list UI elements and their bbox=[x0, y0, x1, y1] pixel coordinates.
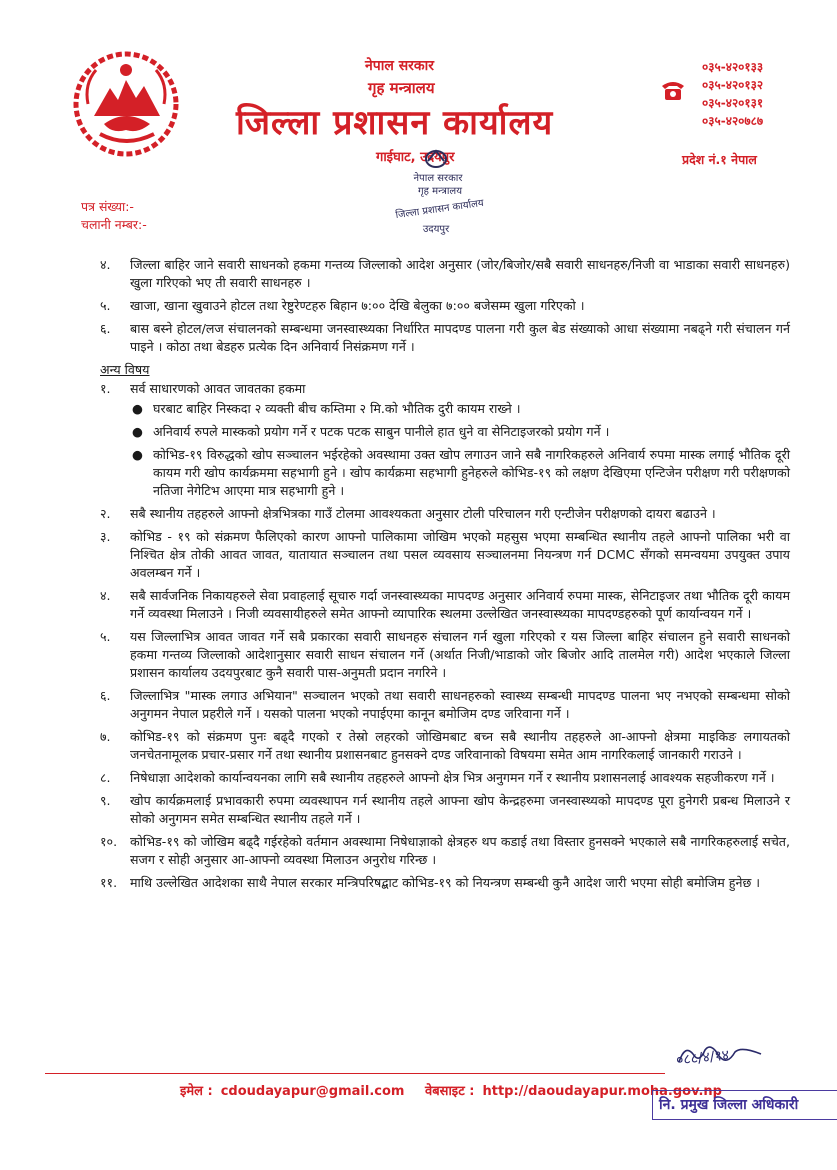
item-number: १. bbox=[100, 381, 111, 396]
office-name: जिल्ला प्रशासन कार्यालय bbox=[236, 103, 554, 143]
bullet-text: घरबाट बाहिर निस्कदा २ व्यक्ती बीच कम्तिमा २ मि.को भौतिक दुरी कायम राख्ने । bbox=[153, 401, 521, 416]
list-item bbox=[100, 587, 790, 623]
stamp-line: उदयपुर bbox=[422, 224, 450, 235]
bullet-icon: ● bbox=[132, 424, 143, 439]
list-item bbox=[100, 505, 790, 523]
list-item bbox=[100, 297, 790, 315]
nepal-emblem-icon bbox=[66, 44, 186, 164]
phone-number: ०३५-४२०१३२ bbox=[702, 78, 764, 92]
item-text: सर्व साधारणको आवत जावतका हकमा bbox=[130, 381, 306, 396]
item-text: खाजा, खाना खुवाउने होटल तथा रेष्टुरेण्टहरु बिहान ७:०० देखि बेलुका ७:०० बजेसम्म खुला गरिएको । bbox=[130, 298, 585, 313]
item-text: कोभिड-१९ को संक्रमण पुनः बढ्दै गएको र तेस्रो लहरको जोखिमबाट बच्न सबै स्थानीय तहहरुले आ-आफ्नो क्षेत्रमा माइकिङ लगायतको जनचेतनामूलक प्रचार-प्रसार गर्ने तथा स्थानीय प्रशासनबाट हुनसक्ने दण्ड जरिवानाको विषयमा समेत आम नागरिकलाई जानकारी गराउने । bbox=[130, 729, 790, 762]
telephone-icon bbox=[660, 78, 686, 102]
list-item bbox=[100, 320, 790, 356]
signature-date: ०८८/४/१४ bbox=[675, 1047, 730, 1069]
item-number: ८. bbox=[100, 770, 111, 785]
item-text: सबै स्थानीय तहहरुले आफ्नो क्षेत्रभित्रका गाउँ टोलमा आवश्यकता अनुसार टोली परिचालन गरी एन्टीजेन परीक्षणको दायरा बढाउने । bbox=[130, 506, 716, 521]
item-text: निषेधाज्ञा आदेशको कार्यान्वयनका लागि सबै स्थानीय तहहरुले आफ्नो क्षेत्र भित्र अनुगमन गर्ने र स्थानीय प्रशासनलाई आवश्यक सहजीकरण गर्ने । bbox=[130, 770, 775, 785]
bullet-item bbox=[128, 400, 790, 418]
province-label: प्रदेश नं.१ नेपाल bbox=[682, 152, 757, 167]
item-number: ४. bbox=[100, 257, 111, 272]
bullet-icon: ● bbox=[132, 401, 143, 416]
list-item bbox=[100, 792, 790, 828]
item-text: यस जिल्लाभित्र आवत जावत गर्ने सबै प्रकारका सवारी साधनहरु संचालन गर्न खुला गरिएको र यस जिल्ला बाहिर संचालन हुने सवारी साधनको हकमा गन्तव्य जिल्लाको आदेशानुसार सवारी साधन संचालन गर्ने (अर्थात निजी/भाडाको जोर बिजोर आदि तालमेल गरी) आदेश भएकाले जिल्ला प्रशासन कार्यालय उदयपुरबाट कुनै सवारी पास-अनुमती प्रदान नगरिने । bbox=[130, 629, 790, 680]
email-link[interactable]: cdoudayapur@gmail.com bbox=[220, 1084, 405, 1099]
bullet-list bbox=[100, 400, 790, 500]
stamp-line: गृह मन्त्रालय bbox=[417, 186, 463, 197]
office-stamp bbox=[384, 143, 492, 243]
office-address: गाईघाट, उदयपुर bbox=[376, 150, 455, 165]
item-text: कोभिड-१९ को जोखिम बढ्दै गईरहेको वर्तमान अवस्थामा निषेधाज्ञाको क्षेत्रहरु थप कडाई तथा विस्तार हुनसक्ने भएकाले सबै नागरिकहरुलाई सचेत, सजग र सोही अनुसार आ-आफ्नो व्यवस्था मिलाउन अनुरोध गरिन्छ । bbox=[130, 834, 790, 867]
list-item bbox=[100, 628, 790, 682]
item-text: जिल्ला बाहिर जाने सवारी साधनको हकमा गन्तव्य जिल्लाको आदेश अनुसार (जोर/बिजोर/सबै सवारी साधनहरु/निजी वा भाडाका सवारी साधनहरु) खुला गरिएको भए ती सवारी साधनहरु । bbox=[130, 257, 790, 290]
phone-number: ०३५-४२०१३१ bbox=[702, 96, 764, 110]
bullet-item bbox=[128, 446, 790, 500]
item-number: ३. bbox=[100, 529, 111, 544]
item-number: ६. bbox=[100, 321, 111, 336]
list-item bbox=[100, 380, 790, 398]
section-heading: अन्य विषय bbox=[100, 362, 150, 377]
bullet-text: अनिवार्य रुपले मास्कको प्रयोग गर्ने र पटक पटक साबुन पानीले हात धुने वा सेनिटाइजरको प्रयोग गर्ने । bbox=[153, 424, 610, 439]
bullet-item bbox=[128, 423, 790, 441]
item-number: ५. bbox=[100, 629, 111, 644]
item-text: कोभिड - १९ को संक्रमण फैलिएको कारण आफ्नो पालिकामा जोखिम भएको महसुस भएमा सम्बन्धित स्थानीय तहले आफ्नो पालिका भरी वा निश्चित क्षेत्र तोकी आवत जावत, यातायात सञ्चालन तथा पसल व्यवसाय सञ्चालनमा नियन्त्रण गर्न DCMC सँगको समन्वयमा उपयुक्त उपाय अवलम्बन गर्ने । bbox=[130, 529, 790, 580]
email-label: इमेल : bbox=[180, 1084, 213, 1099]
list-item bbox=[100, 256, 790, 292]
item-number: ५. bbox=[100, 298, 111, 313]
bullet-icon: ● bbox=[132, 447, 143, 462]
item-text: खोप कार्यक्रमलाई प्रभावकारी रुपमा व्यवस्थापन गर्न स्थानीय तहले आफ्ना खोप केन्द्रहरुमा जनस्वास्थ्यको मापदण्ड पूरा हुनेगरी प्रबन्ध मिलाउने र सोको अनुगमन समेत सम्बन्धित स्थानीय तहले गर्ने । bbox=[130, 793, 790, 826]
item-number: ११. bbox=[100, 875, 118, 890]
phone-numbers bbox=[702, 58, 763, 130]
item-number: १०. bbox=[100, 834, 118, 849]
bullet-text: कोभिड-१९ विरुद्धको खोप सञ्चालन भईरहेको अवस्थामा उक्त खोप लगाउन जाने सबै नागरिकहरुले अनिवार्य रुपमा मास्क लगाई भौतिक दूरी कायम गरी खोप कार्यक्रममा सहभागी हुने । खोप कार्यक्रमा सहभागी हुनेहरुले कोभिड-१९ को लक्षण देखिएमा एन्टिजेन परीक्षण गरी परीक्षणको नतिजा नेगेटिभ आएमा मात्र सहभागी हुने । bbox=[153, 447, 790, 498]
list-item bbox=[100, 769, 790, 787]
website-link[interactable]: http://daoudayapur.moha.gov.np bbox=[482, 1084, 722, 1099]
stamp-line: नेपाल सरकार bbox=[413, 173, 463, 184]
list-item bbox=[100, 528, 790, 582]
item-number: ४. bbox=[100, 588, 111, 603]
dispatch-number-label: चलानी नम्बर:- bbox=[81, 217, 147, 232]
item-number: २. bbox=[100, 506, 111, 521]
item-text: सबै सार्वजनिक निकायहरुले सेवा प्रवाहलाई सूचारु गर्दा जनस्वास्थ्यका मापदण्ड अनुसार अनिवार्य रुपमा मास्क, सेनिटाइजर तथा भौतिक दूरी कायम गर्ने व्यवस्था मिलाउने । निजी व्यवसायीहरुले समेत आफ्नो व्यापारिक स्थलमा उल्लेखित जनस्वास्थ्यका मापदण्डहरुको पूर्ण कार्यान्वयन गर्ने । bbox=[130, 588, 790, 621]
item-number: ६. bbox=[100, 688, 111, 703]
ministry-name: गृह मन्त्रालय bbox=[368, 79, 435, 97]
list-item bbox=[100, 687, 790, 723]
government-name: नेपाल सरकार bbox=[365, 58, 435, 74]
letter-number-label: पत्र संख्या:- bbox=[81, 199, 134, 214]
item-text: जिल्लाभित्र "मास्क लगाउ अभियान" सञ्चालन भएको तथा सवारी साधनहरुको स्वास्थ्य सम्बन्धी मापदण्ड पालना भए नभएको सम्बन्धमा सोको अनुगमन नेपाल प्रहरीले गर्ने । यसको पालना भएको नपाईएमा कानून बमोजिम दण्ड जरिवाना गर्ने । bbox=[130, 688, 790, 721]
list-item bbox=[100, 874, 790, 892]
phone-number: ०३५-४२०१३३ bbox=[702, 60, 764, 74]
item-text: बास बस्ने होटल/लज संचालनको सम्बन्धमा जनस्वास्थ्यका निर्धारित मापदण्ड पालना गरी कुल बेड संख्याको आधा संख्यामा नबढ्ने गरी संचालन गर्न पाइने । कोठा तथा बेडहरु प्रत्येक दिन अनिवार्य निसंक्रमण गर्ने । bbox=[130, 321, 790, 354]
item-number: ९. bbox=[100, 793, 111, 808]
footer-contact bbox=[180, 1081, 730, 1099]
footer-divider bbox=[45, 1073, 665, 1074]
phone-number: ०३५-४२०७८७ bbox=[702, 114, 764, 128]
officer-stamp: नि. प्रमुख जिल्ला अधिकारी bbox=[652, 1090, 837, 1120]
list-item bbox=[100, 728, 790, 764]
list-item bbox=[100, 833, 790, 869]
website-label: वेबसाइट : bbox=[425, 1084, 475, 1099]
item-number: ७. bbox=[100, 729, 111, 744]
item-text: माथि उल्लेखित आदेशका साथै नेपाल सरकार मन्त्रिपरिषद्बाट कोभिड-१९ को नियन्त्रण सम्बन्धी कुनै आदेश जारी भएमा सोही बमोजिम हुनेछ । bbox=[130, 875, 761, 890]
letter-body bbox=[100, 256, 790, 897]
stamp-line: जिल्ला प्रशासन कार्यालय bbox=[394, 197, 485, 222]
